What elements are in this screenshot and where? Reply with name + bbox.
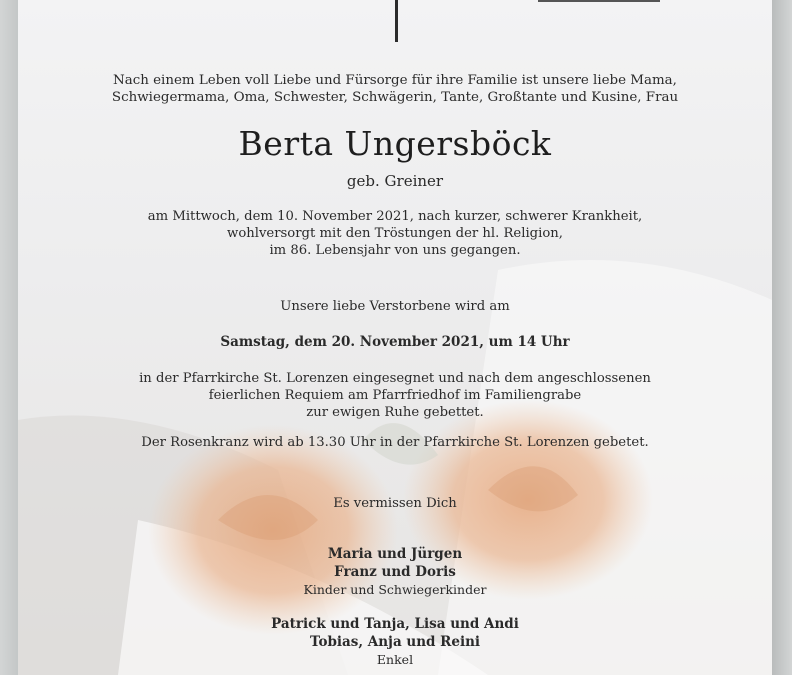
death-line-1: am Mittwoch, dem 10. November 2021, nach kurzer, schwerer Krankheit, xyxy=(147,209,643,224)
intro-line-2: Schwiegermama, Oma, Schwester, Schwägerin, Tante, Großtante und Kusine, Frau xyxy=(111,90,679,105)
obituary-text xyxy=(18,0,772,675)
grandchildren-label: Enkel xyxy=(376,652,414,667)
mourner-grandchildren-1: Patrick und Tanja, Lisa und Andi xyxy=(271,616,519,632)
funeral-line-2: feierlichen Requiem am Pfarrfriedhof im Familiengrabe xyxy=(208,388,582,403)
children-label: Kinder und Schwiegerkinder xyxy=(303,582,487,597)
obituary-sheet xyxy=(18,0,772,675)
miss-you-line: Es vermissen Dich xyxy=(333,496,457,511)
mourner-children-2: Franz und Doris xyxy=(334,564,456,580)
birth-name: geb. Greiner xyxy=(346,172,444,190)
scan-border-left xyxy=(0,0,18,675)
death-line-3: im 86. Lebensjahr von uns gegangen. xyxy=(269,243,521,258)
mourner-grandchildren-2: Tobias, Anja und Reini xyxy=(309,634,481,650)
funeral-line-3: zur ewigen Ruhe gebettet. xyxy=(306,405,484,420)
mourner-children-1: Maria und Jürgen xyxy=(327,546,463,562)
intro-line-1: Nach einem Leben voll Liebe und Fürsorge für ihre Familie ist unsere liebe Mama, xyxy=(113,73,677,88)
funeral-line-1: in der Pfarrkirche St. Lorenzen eingesegnet und nach dem angeschlossenen xyxy=(139,371,651,386)
scan-border-right xyxy=(772,0,792,675)
death-line-2: wohlversorgt mit den Tröstungen der hl. Religion, xyxy=(227,226,563,241)
deceased-name: Berta Ungersböck xyxy=(238,124,552,163)
rosary-line: Der Rosenkranz wird ab 13.30 Uhr in der Pfarrkirche St. Lorenzen gebetet. xyxy=(141,435,649,450)
funeral-intro: Unsere liebe Verstorbene wird am xyxy=(280,299,510,314)
funeral-date: Samstag, dem 20. November 2021, um 14 Uhr xyxy=(220,334,570,350)
